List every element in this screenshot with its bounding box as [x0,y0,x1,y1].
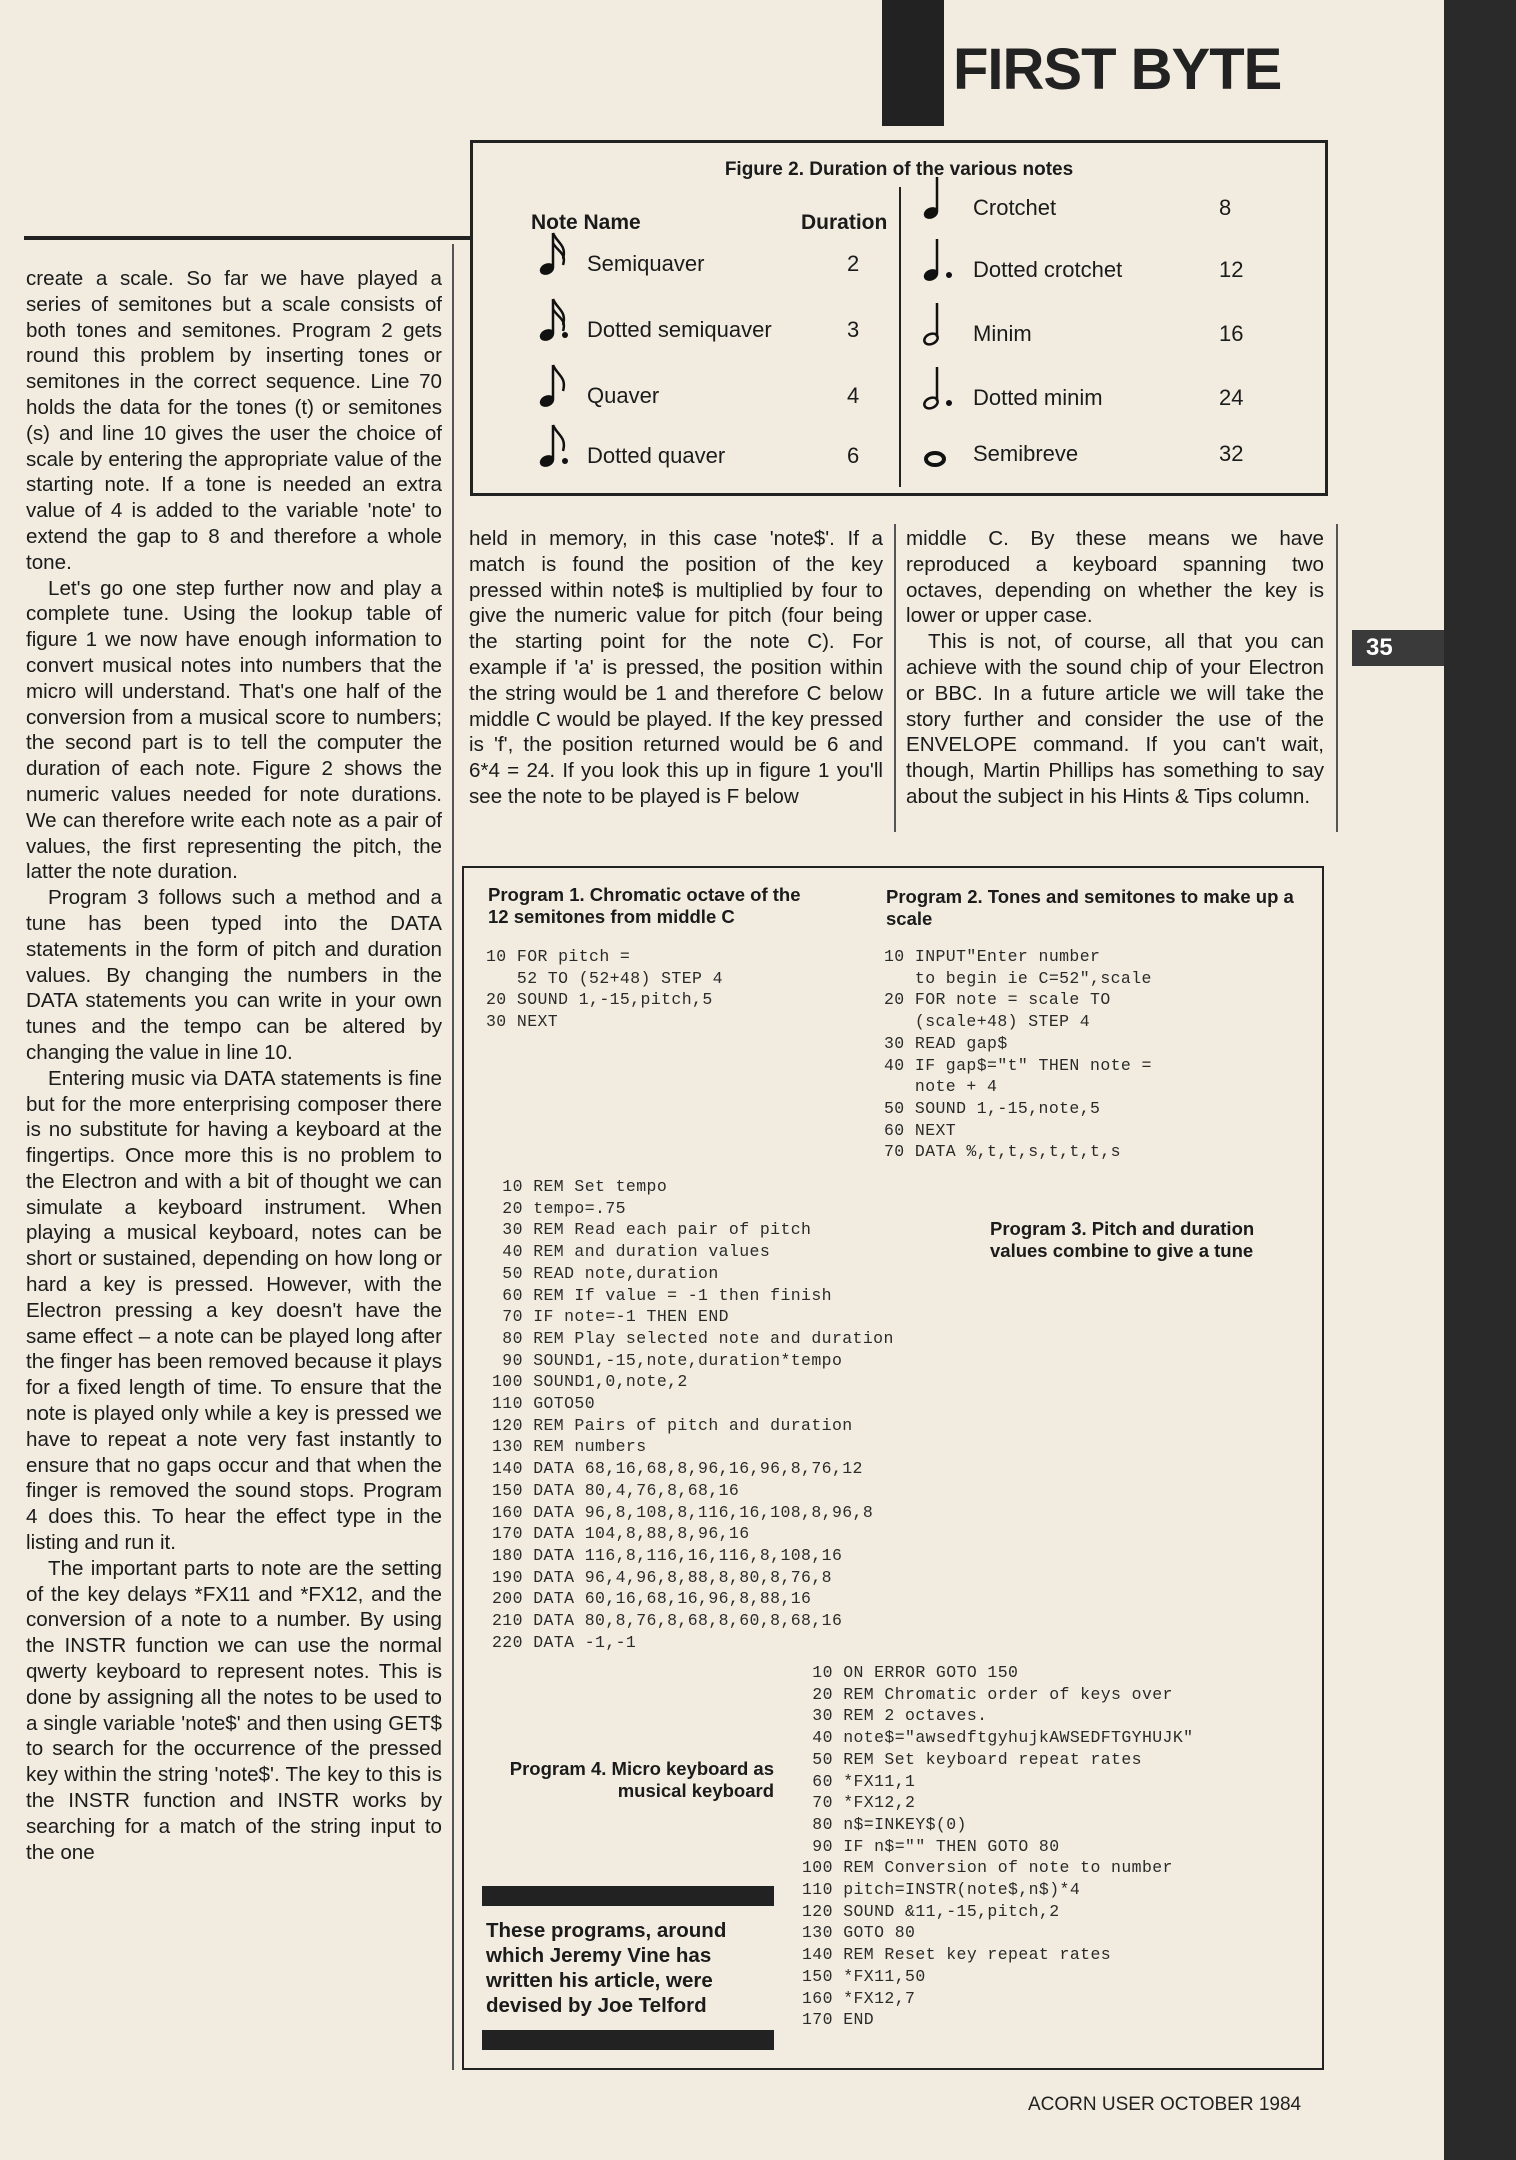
page-number: 35 [1352,630,1444,666]
header-bar [882,0,944,126]
code-line: to begin ie C=52",scale [884,968,1152,988]
note-duration: 2 [847,251,860,276]
note-name: Dotted semiquaver [587,317,772,342]
paragraph: The important parts to note are the setting of the key delays *FX11 and *FX12, and the conversion of a note to a number. By using the INSTR function we can use the normal qwerty keyboard to represent notes. This is done by assigning all the notes to be used to a single variable 'note$' and then using GET$ to search for the occurrence of the pressed key within the string 'note$'. The key to this is the INSTR function and INSTR works by searching for a match of the string input to the one [26,1556,442,1864]
code-line: 60 NEXT [884,1120,957,1140]
program-2-listing [884,946,1152,1163]
note-duration: 4 [847,383,860,408]
code-line: 10 INPUT"Enter number [884,947,1101,966]
code-line: 140 DATA 68,16,68,8,96,16,96,8,76,12 [492,1459,863,1479]
semibreve-icon [921,419,957,472]
quaver-icon [537,361,573,414]
top-rule [24,236,472,240]
program-4-listing [802,1662,1193,2031]
dotted-quaver-icon [537,421,573,474]
right-column [906,526,1324,810]
header-note-name: Note Name [531,211,641,234]
credit-bar-bottom [482,2030,774,2050]
column-rule [452,244,454,2070]
program-credit: These programs, around which Jeremy Vine has written his article, were devised by Joe Telford [486,1919,727,2017]
paragraph: held in memory, in this case 'note$'. If a match is found the position of the key pressed within note$ is multiplied by four to give the numeric value for pitch (four being the starting point for the note C). For example if 'a' is pressed, the position within the string would be 1 and therefore C below middle C would be played. If the key pressed is 'f', the position returned would be 6 and 6*4 = 24. If you look this up in figure 1 you'll see the note to be played is F below [469,527,883,808]
note-duration: 8 [1219,195,1232,220]
note-name: Minim [973,321,1032,346]
column-rule [1336,524,1338,832]
code-line: 120 REM Pairs of pitch and duration [492,1415,853,1435]
code-line: 220 DATA -1,-1 [492,1632,637,1652]
code-line: 90 SOUND1,-15,note,duration*tempo [492,1350,843,1370]
code-line: 20 REM Chromatic order of keys over [802,1684,1173,1704]
dotted-minim-icon [921,363,957,416]
code-line: 90 IF n$="" THEN GOTO 80 [802,1836,1060,1856]
program-3-title: Program 3. Pitch and duration values combine to give a tune [990,1218,1255,1261]
code-line: 70 DATA %,t,t,s,t,t,t,s [884,1142,1121,1162]
code-line: 40 note$="awsedftgyhujkAWSEDFTGYHUJK" [802,1728,1194,1748]
note-duration: 12 [1219,257,1244,282]
note-name: Semiquaver [587,251,705,276]
paragraph: This is not, of course, all that you can achieve with the sound chip of your Electron or BBC. In a future article we will take the story further and consider the use of the ENVELOPE command. If you can't wait, though, Martin Phillips has something to say about the subject in his Hints & Tips column. [906,630,1324,808]
code-line: 110 pitch=INSTR(note$,n$)*4 [802,1880,1081,1900]
paragraph: Program 3 follows such a method and a tune has been typed into the DATA statements in the form of pitch and duration values. By changing the numbers in the DATA statements you can write in your own tunes and the tempo can be altered by changing the value in line 10. [26,886,442,1064]
code-line: 160 DATA 96,8,108,8,116,16,108,8,96,8 [492,1502,874,1522]
code-line: 140 REM Reset key repeat rates [802,1945,1112,1965]
paragraph: Entering music via DATA statements is fine but for the more enterprising composer there is no substitute for having a keyboard at the fingertips. Once more this is no problem to the Electron and with a bit of thought we can simulate a keyboard instrument. When playing a musical keyboard, notes can be short or sustained, depending on how long or hard a key is pressed. However, with the Electron pressing a key doesn't have the same effect – a note can be played long after the finger has been removed because it plays for a fixed length of time. To ensure that the note is played only while a key is pressed we have to repeat a note very fast instantly to ensure that no gaps occur and that when the finger is removed the sound stops. Program 4 does this. To hear the effect type in the listing and run it. [26,1066,442,1555]
code-line: 180 DATA 116,8,116,16,116,8,108,16 [492,1545,843,1565]
code-line: 30 REM 2 octaves. [802,1706,988,1726]
note-duration: 6 [847,443,860,468]
figure-2 [470,140,1328,496]
crotchet-icon [921,173,957,226]
paragraph: Let's go one step further now and play a complete tune. Using the lookup table of figure 1 we now have enough information to convert musical notes into numbers that the micro will understand. That's one half of the conversion from a musical score to numbers; the second part is to tell the computer the duration of each note. Figure 2 shows the numeric values needed for note durations. We can therefore write each note as a pair of values, the first representing the pitch, the latter the note duration. [26,576,442,884]
paragraph: create a scale. So far we have played a series of semitones but a scale consists of both tones and semitones. Program 2 gets round this problem by inserting tones or semitones in the correct sequence. Line 70 holds the data for the tones (t) or semitones (s) and line 10 gives the user the choice of scale by entering the appropriate value of the starting note. If a tone is needed an extra value of 4 is added to the variable 'note' to extend the gap to 8 and therefore a whole tone. [26,267,442,574]
code-line: 60 *FX11,1 [802,1771,916,1791]
code-line: 70 IF note=-1 THEN END [492,1307,729,1327]
code-line: 10 REM Set tempo [492,1177,668,1196]
code-line: 150 *FX11,50 [802,1966,926,1986]
code-line: 20 FOR note = scale TO [884,990,1111,1010]
credit-bar-top [482,1886,774,1906]
note-name: Dotted quaver [587,443,726,468]
code-line: 160 *FX12,7 [802,1988,916,2008]
code-line: 10 FOR pitch = [486,947,631,966]
program-1-title: Program 1. Chromatic octave of the 12 semitones from middle C [488,884,801,927]
semiquaver-icon [537,229,573,282]
code-line: 130 GOTO 80 [802,1923,916,1943]
code-line: 210 DATA 80,8,76,8,68,8,60,8,68,16 [492,1611,843,1631]
code-line: 70 *FX12,2 [802,1793,916,1813]
note-name: Quaver [587,383,660,408]
code-line: 80 REM Play selected note and duration [492,1328,894,1348]
code-line: 130 REM numbers [492,1437,647,1457]
code-line: 170 END [802,2010,875,2030]
code-line: 80 n$=INKEY$(0) [802,1814,967,1834]
code-line: 120 SOUND &11,-15,pitch,2 [802,1901,1060,1921]
code-line: 30 REM Read each pair of pitch [492,1220,812,1240]
dotted-semiquaver-icon [537,295,573,348]
code-line: 190 DATA 96,4,96,8,88,8,80,8,76,8 [492,1567,832,1587]
note-duration: 24 [1219,385,1244,410]
code-line: 100 REM Conversion of note to number [802,1858,1173,1878]
paragraph: middle C. By these means we have reproduced a keyboard spanning two octaves, depending on whether the key is lower or upper case. [906,527,1324,628]
page-footer: ACORN USER OCTOBER 1984 [1028,2094,1302,2115]
column-rule [894,524,896,832]
page-edge [1444,0,1516,2160]
dotted-crotchet-icon [921,235,957,288]
code-line: 50 READ note,duration [492,1263,719,1283]
section-title: FIRST BYTE [953,37,1282,102]
note-name: Dotted crotchet [973,257,1123,282]
figure-caption: Figure 2. Duration of the various notes [724,159,1074,180]
code-line: 50 REM Set keyboard repeat rates [802,1749,1142,1769]
program-3-listing [492,1176,894,1653]
middle-column [469,526,883,810]
code-line: 60 REM If value = -1 then finish [492,1285,832,1305]
note-duration: 32 [1219,441,1244,466]
code-line: (scale+48) STEP 4 [884,1012,1091,1032]
code-line: 200 DATA 60,16,68,16,96,8,88,16 [492,1589,812,1609]
code-line: 52 TO (52+48) STEP 4 [486,968,723,988]
code-line: 100 SOUND1,0,note,2 [492,1372,688,1392]
code-line: 110 GOTO50 [492,1394,596,1414]
program-2-title: Program 2. Tones and semitones to make up a scale [886,886,1294,929]
code-line: 50 SOUND 1,-15,note,5 [884,1098,1101,1118]
code-line: 150 DATA 80,4,76,8,68,16 [492,1480,740,1500]
note-name: Dotted minim [973,385,1103,410]
note-name: Semibreve [973,441,1079,466]
code-line: 10 ON ERROR GOTO 150 [802,1663,1019,1682]
code-line: 40 IF gap$="t" THEN note = [884,1055,1152,1075]
code-line: 20 tempo=.75 [492,1198,626,1218]
program-4-title: Program 4. Micro keyboard as musical keyboard [509,1758,774,1801]
note-duration: 3 [847,317,860,342]
code-line: 30 NEXT [486,1012,559,1032]
left-column [26,266,442,1865]
code-line: 170 DATA 104,8,88,8,96,16 [492,1524,750,1544]
minim-icon [921,299,957,352]
code-line: 30 READ gap$ [884,1033,1008,1053]
program-1-listing [486,946,723,1033]
note-duration: 16 [1219,321,1244,346]
programs-box [462,866,1324,2070]
figure-divider [899,187,901,487]
note-name: Crotchet [973,195,1057,220]
header-duration: Duration [801,211,888,234]
code-line: 20 SOUND 1,-15,pitch,5 [486,990,713,1010]
code-line: note + 4 [884,1077,998,1097]
code-line: 40 REM and duration values [492,1242,771,1262]
